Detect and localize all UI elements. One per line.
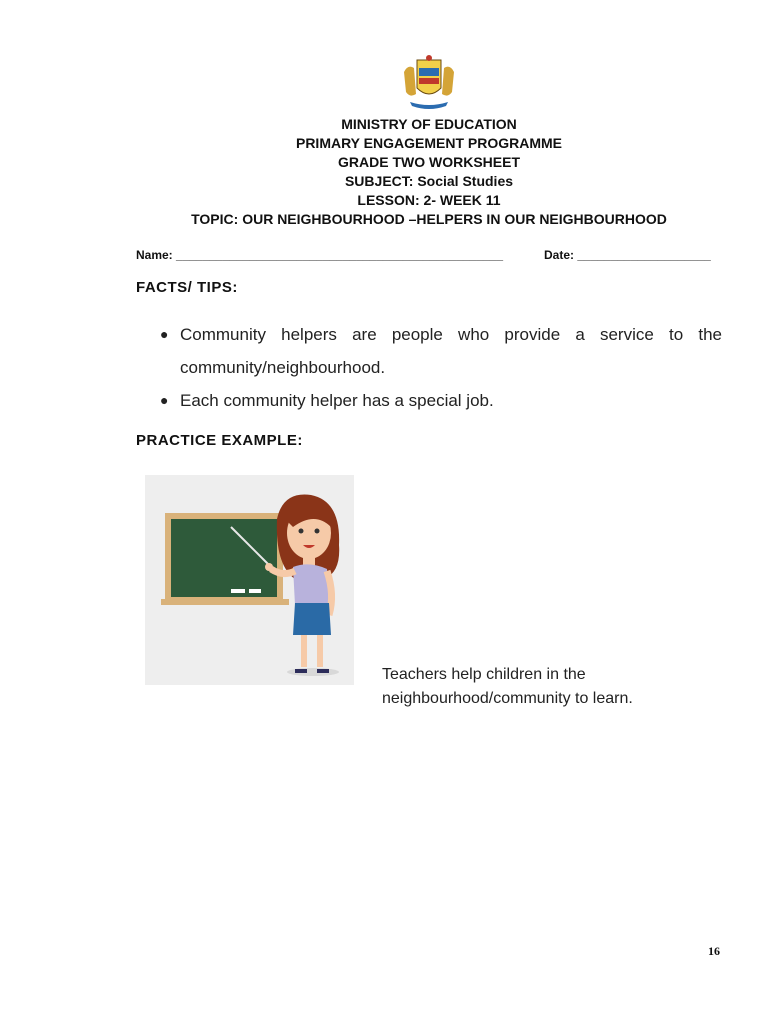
list-item	[160, 384, 722, 417]
topic-line: TOPIC: OUR NEIGHBOURHOOD –HELPERS IN OUR NEIGHBOURHOOD	[191, 211, 667, 227]
bullet-icon: ●	[160, 392, 169, 408]
coat-of-arms-logo	[400, 54, 458, 112]
ministry-title: MINISTRY OF EDUCATION	[341, 116, 517, 132]
fact-text: Community helpers are people who provide a service to the community/neighbourhood.	[180, 325, 722, 377]
bullet-icon: ●	[160, 326, 169, 342]
facts-list	[160, 318, 722, 417]
page-number: 16	[708, 944, 720, 958]
fact-text: Each community helper has a special job.	[180, 391, 494, 410]
name-field[interactable]: Name: _________________________________________________	[136, 248, 504, 262]
caption-line: neighbourhood/community to learn.	[382, 690, 633, 707]
caption-line: Teachers help children in the	[382, 666, 586, 683]
programme-title: PRIMARY ENGAGEMENT PROGRAMME	[295, 135, 562, 151]
facts-heading: FACTS/ TIPS:	[136, 279, 238, 296]
list-item	[160, 318, 722, 384]
teacher-illustration	[145, 475, 354, 685]
worksheet-title: GRADE TWO WORKSHEET	[338, 154, 520, 170]
teacher-caption	[382, 663, 633, 711]
practice-heading: PRACTICE EXAMPLE:	[136, 432, 303, 449]
date-field[interactable]: Date: ____________________	[544, 248, 711, 262]
subject-line: SUBJECT: Social Studies	[344, 173, 514, 189]
document-header	[0, 115, 768, 229]
lesson-line: LESSON: 2- WEEK 11	[357, 192, 501, 208]
